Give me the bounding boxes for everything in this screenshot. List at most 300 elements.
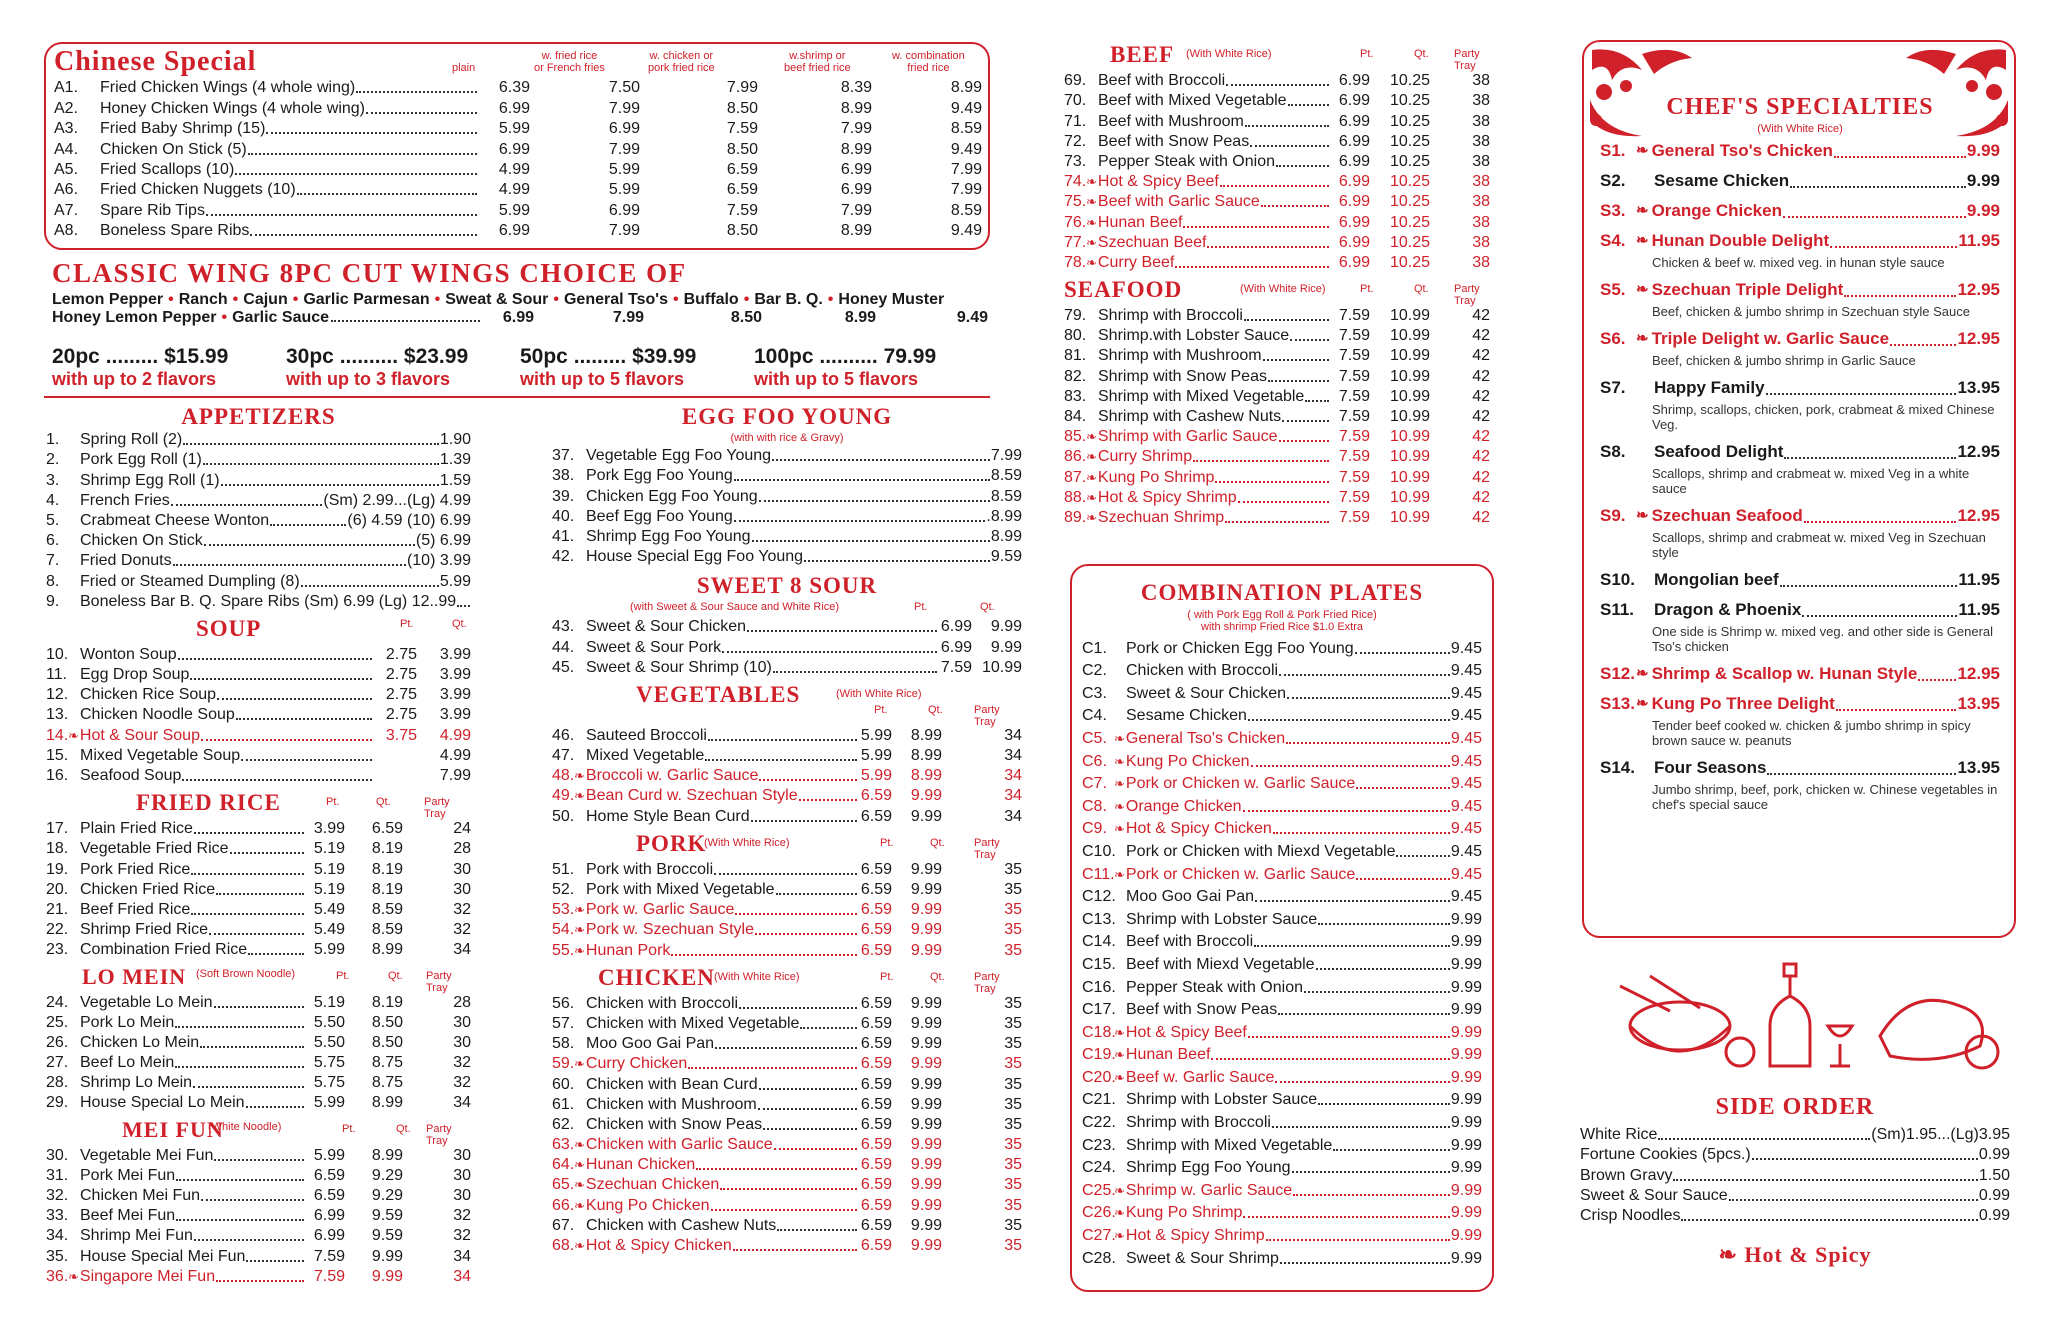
- item-price: 5.19: [313, 860, 345, 878]
- menu-item[interactable]: [552, 766, 1022, 786]
- menu-item[interactable]: [1082, 839, 1482, 862]
- item-price: 7.59: [313, 1267, 345, 1285]
- menu-item[interactable]: [1082, 998, 1482, 1021]
- item-number: 48.: [552, 767, 575, 785]
- menu-item[interactable]: [46, 1246, 471, 1266]
- menu-item[interactable]: [1580, 1145, 2010, 1165]
- item-price: 1.59: [439, 471, 471, 489]
- menu-item[interactable]: [46, 1206, 471, 1226]
- item-price: 5.99: [608, 160, 640, 178]
- item-price: 8.99: [910, 726, 942, 744]
- menu-item[interactable]: [46, 819, 471, 839]
- item-number: 47.: [552, 747, 575, 765]
- menu-item[interactable]: [552, 466, 1022, 486]
- menu-item[interactable]: [46, 685, 471, 705]
- pack-line: [286, 345, 520, 369]
- dot-leader: [714, 873, 857, 875]
- item-price: 6.59: [860, 921, 892, 939]
- menu-item[interactable]: [1082, 772, 1482, 795]
- item-price: 9.99: [910, 1176, 942, 1194]
- item-name: Shrimp Lo Mein: [80, 1074, 193, 1092]
- item-name: Chicken Noodle Soup: [80, 706, 235, 724]
- item-price: 9.99: [371, 1247, 403, 1265]
- menu-item[interactable]: [1082, 636, 1482, 659]
- item-price: 6.59: [860, 1176, 892, 1194]
- item-price: 35: [1004, 1075, 1022, 1093]
- menu-item[interactable]: [552, 507, 1022, 527]
- item-name: Beef with Mushroom: [1098, 112, 1244, 130]
- menu-item[interactable]: [46, 1267, 471, 1287]
- col-header: Party Tray: [1454, 48, 1480, 72]
- dot-leader: [1316, 968, 1450, 970]
- item-name: Beef Lo Mein: [80, 1054, 175, 1072]
- item-price: 8.59: [990, 467, 1022, 485]
- menu-item[interactable]: [46, 1073, 471, 1093]
- menu-item[interactable]: [1082, 749, 1482, 772]
- menu-item[interactable]: [1600, 440, 2000, 464]
- menu-item[interactable]: [1064, 346, 1490, 366]
- dot-leader: [248, 153, 477, 155]
- item-price: 6.59: [860, 901, 892, 919]
- item-number: A4.: [54, 140, 79, 158]
- menu-item[interactable]: [552, 1034, 1022, 1054]
- menu-item[interactable]: [54, 200, 982, 220]
- item-name: Boneless Bar B. Q. Spare Ribs (Sm) 6.99 (Lg) 12..99: [80, 592, 457, 610]
- menu-item[interactable]: [1600, 278, 2000, 302]
- wing-price: 8.50: [730, 309, 762, 326]
- dot-leader: [1790, 186, 1966, 188]
- item-price: 6.99: [1338, 72, 1370, 90]
- dot-leader: [773, 671, 937, 673]
- dot-leader: [1658, 1138, 1870, 1140]
- menu-item[interactable]: [552, 806, 1022, 826]
- menu-item[interactable]: [552, 1216, 1022, 1236]
- dot-leader: [178, 658, 372, 660]
- item-price: 7.59: [1338, 387, 1370, 405]
- flavor: Sweat & Sour: [445, 291, 549, 308]
- menu-item[interactable]: [1082, 1156, 1482, 1179]
- menu-item[interactable]: [1082, 659, 1482, 682]
- item-name: Pork or Chicken w. Garlic Sauce: [1125, 865, 1356, 883]
- menu-item[interactable]: [46, 1166, 471, 1186]
- item-price: 9.99: [1450, 1204, 1482, 1222]
- menu-item[interactable]: [1082, 1065, 1482, 1088]
- menu-item[interactable]: [1580, 1125, 2010, 1145]
- item-number: C18.: [1082, 1023, 1116, 1041]
- menu-item[interactable]: [1082, 726, 1482, 749]
- menu-item[interactable]: [1600, 327, 2000, 351]
- menu-item[interactable]: [552, 860, 1022, 880]
- menu-item[interactable]: [46, 859, 471, 879]
- menu-item[interactable]: [552, 1014, 1022, 1034]
- menu-item[interactable]: [1082, 1201, 1482, 1224]
- pepper-icon: ❧: [574, 1197, 585, 1213]
- menu-item[interactable]: [46, 1093, 471, 1113]
- menu-item[interactable]: [552, 994, 1022, 1014]
- menu-item[interactable]: [1082, 681, 1482, 704]
- dot-leader: [752, 540, 990, 542]
- item-price: 10.25: [1389, 233, 1430, 251]
- item-number: 57.: [552, 1014, 575, 1032]
- menu-item[interactable]: [1064, 447, 1490, 467]
- dot-leader: [1766, 393, 1957, 395]
- item-price: 4.99: [498, 181, 530, 199]
- menu-item[interactable]: [46, 450, 471, 470]
- item-price: 12.95: [1957, 280, 2000, 299]
- menu-item[interactable]: [552, 547, 1022, 567]
- item-number: S1.: [1600, 141, 1626, 160]
- menu-item[interactable]: [1064, 132, 1490, 152]
- menu-item[interactable]: [1580, 1165, 2010, 1185]
- item-number: S13.: [1600, 694, 1635, 713]
- item-name: Shrimp w. Garlic Sauce: [1125, 1181, 1293, 1199]
- menu-item[interactable]: [1064, 192, 1490, 212]
- menu-item[interactable]: [46, 1013, 471, 1033]
- menu-item[interactable]: [1082, 794, 1482, 817]
- menu-item[interactable]: [1082, 1246, 1482, 1269]
- menu-item[interactable]: [46, 1033, 471, 1053]
- section-header: [552, 831, 1022, 860]
- menu-item[interactable]: [552, 880, 1022, 900]
- menu-item[interactable]: [54, 160, 982, 180]
- col-header: w. combination fried rice: [892, 50, 965, 74]
- item-price: 32: [453, 1054, 471, 1072]
- item-price: 6.59: [726, 181, 758, 199]
- menu-item[interactable]: [552, 920, 1022, 940]
- menu-item[interactable]: [54, 119, 982, 139]
- col-header: Party Tray: [426, 1123, 452, 1148]
- menu-item[interactable]: [1082, 1178, 1482, 1201]
- menu-item[interactable]: [1600, 756, 2000, 780]
- menu-item[interactable]: [1082, 930, 1482, 953]
- menu-item[interactable]: [1064, 407, 1490, 427]
- menu-item[interactable]: [1600, 229, 2000, 253]
- pepper-icon: ❧: [1114, 821, 1125, 837]
- menu-item[interactable]: [1064, 212, 1490, 232]
- menu-item[interactable]: [46, 430, 471, 450]
- menu-item[interactable]: [552, 726, 1022, 746]
- col-header: Pt.: [400, 617, 414, 630]
- item-price: 38: [1472, 193, 1490, 211]
- menu-item[interactable]: [1600, 169, 2000, 193]
- menu-item[interactable]: [46, 531, 471, 551]
- menu-item[interactable]: [1600, 568, 2000, 592]
- menu-item[interactable]: [46, 491, 471, 511]
- menu-item[interactable]: [46, 1226, 471, 1246]
- item-number: 15.: [46, 746, 69, 764]
- dot-leader: [1318, 1103, 1450, 1105]
- menu-item[interactable]: [552, 446, 1022, 466]
- item-price: 7.59: [1338, 448, 1370, 466]
- dot-leader: [194, 832, 304, 834]
- pepper-icon: ❧: [68, 1268, 79, 1284]
- menu-item[interactable]: [46, 839, 471, 859]
- item-number: S10.: [1600, 570, 1635, 589]
- item-price: 38: [1472, 92, 1490, 110]
- menu-item[interactable]: [1064, 111, 1490, 131]
- col-header: Qt.: [928, 703, 943, 716]
- item-number: C4.: [1082, 707, 1107, 725]
- dot-leader: [758, 1108, 857, 1110]
- pepper-icon: ❧: [1086, 234, 1097, 250]
- flavor: Buffalo: [683, 291, 739, 308]
- menu-item[interactable]: [552, 1074, 1022, 1094]
- item-number: C26.: [1082, 1204, 1116, 1222]
- menu-item[interactable]: [552, 1095, 1022, 1115]
- item-price: 12.95: [1957, 329, 2000, 348]
- wing-pack[interactable]: [286, 345, 520, 390]
- menu-item[interactable]: [552, 637, 1022, 657]
- menu-item[interactable]: [1082, 817, 1482, 840]
- menu-item[interactable]: [46, 665, 471, 685]
- dot-leader: [739, 1007, 857, 1009]
- menu-item[interactable]: [1600, 376, 2000, 400]
- item-price: 38: [1472, 112, 1490, 130]
- item-price: 35: [1004, 901, 1022, 919]
- item-number: 66.: [552, 1196, 575, 1214]
- item-price: 42: [1472, 307, 1490, 325]
- menu-item[interactable]: [1082, 862, 1482, 885]
- item-name: Egg Drop Soup: [80, 666, 190, 684]
- menu-item[interactable]: [1082, 1088, 1482, 1111]
- dot-leader: [1243, 810, 1450, 812]
- menu-item[interactable]: [1064, 488, 1490, 508]
- menu-item[interactable]: [1600, 504, 2000, 528]
- item-name: Hot & Spicy Chicken: [585, 1237, 732, 1254]
- left-subcolumn: [46, 404, 471, 1287]
- item-name: Triple Delight w. Garlic Sauce: [1651, 329, 1890, 348]
- menu-item[interactable]: [46, 592, 471, 612]
- item-price: 10.25: [1389, 213, 1430, 231]
- item-number: C8.: [1082, 797, 1107, 815]
- wing-pack[interactable]: [520, 345, 754, 390]
- menu-item[interactable]: [54, 221, 982, 241]
- item-number: 34.: [46, 1227, 69, 1245]
- dot-leader: [1767, 773, 1956, 775]
- pepper-icon: ❧: [574, 1157, 585, 1173]
- menu-item[interactable]: [1064, 253, 1490, 273]
- dot-leader: [1836, 709, 1957, 711]
- item-price: 8.99: [990, 527, 1022, 545]
- menu-item[interactable]: [1600, 662, 2000, 686]
- item-name: Chicken with Snow Peas: [586, 1115, 763, 1133]
- item-number: 43.: [552, 618, 575, 636]
- item-name: Seafood Soup: [80, 767, 182, 784]
- item-price: 34: [1004, 807, 1022, 825]
- pepper-icon: ❧: [1086, 449, 1097, 465]
- menu-item[interactable]: [1082, 952, 1482, 975]
- item-number: 40.: [552, 507, 575, 525]
- menu-item[interactable]: [1082, 704, 1482, 727]
- menu-item[interactable]: [552, 940, 1022, 960]
- item-price: 6.99: [498, 140, 530, 158]
- menu-item[interactable]: [46, 766, 471, 786]
- dot-leader: [715, 1047, 857, 1049]
- menu-item[interactable]: [1082, 1223, 1482, 1246]
- wing-packs: [52, 345, 988, 390]
- wing-pack[interactable]: [52, 345, 286, 390]
- item-price: 10.25: [1389, 92, 1430, 110]
- menu-item[interactable]: [552, 900, 1022, 920]
- dot-leader: [1251, 765, 1450, 767]
- item-name: Honey Chicken Wings (4 whole wing): [100, 99, 365, 117]
- flavor: Garlic Parmesan: [303, 291, 430, 308]
- item-number: 77.: [1064, 233, 1087, 251]
- menu-item[interactable]: [552, 1175, 1022, 1195]
- dot-leader: [1226, 84, 1329, 86]
- menu-item[interactable]: [46, 511, 471, 531]
- menu-item[interactable]: [46, 551, 471, 571]
- menu-item[interactable]: [1580, 1206, 2010, 1226]
- item-name: Chicken On Stick: [80, 532, 203, 550]
- dot-leader: [246, 1106, 304, 1108]
- menu-item[interactable]: [1082, 885, 1482, 908]
- item-price: 9.45: [1450, 775, 1482, 793]
- menu-item[interactable]: [552, 1135, 1022, 1155]
- col-header: Pt.: [1360, 48, 1374, 60]
- menu-item[interactable]: [1082, 1110, 1482, 1133]
- menu-item[interactable]: [552, 1195, 1022, 1215]
- pepper-icon: ❧: [1114, 1024, 1125, 1040]
- menu-item[interactable]: [1064, 427, 1490, 447]
- menu-item[interactable]: [46, 746, 471, 766]
- item-number: 5.: [46, 511, 60, 529]
- item-number: S12.: [1600, 664, 1635, 683]
- menu-item[interactable]: [552, 658, 1022, 678]
- dot-leader: [193, 1086, 304, 1088]
- beef-section: [1064, 42, 1490, 273]
- menu-item[interactable]: [54, 78, 982, 98]
- menu-item[interactable]: [552, 617, 1022, 637]
- item-name: Beef with Miexd Vegetable: [1126, 955, 1315, 973]
- menu-item[interactable]: [46, 920, 471, 940]
- menu-item[interactable]: [552, 527, 1022, 547]
- menu-item[interactable]: [552, 486, 1022, 506]
- lo-mein-title: LO MEIN: [82, 964, 187, 990]
- menu-item[interactable]: [1600, 598, 2000, 622]
- menu-item[interactable]: [1082, 907, 1482, 930]
- item-name: Beef with Mixed Vegetable: [1098, 92, 1287, 110]
- item-price: 7.59: [940, 658, 972, 676]
- menu-item[interactable]: [46, 880, 471, 900]
- item-number: 65.: [552, 1176, 575, 1194]
- appetizers-list: [46, 430, 471, 612]
- col-header: Qt.: [388, 970, 403, 983]
- menu-item[interactable]: [46, 470, 471, 490]
- item-price: 9.99: [1966, 201, 2000, 220]
- dot-leader: [1273, 832, 1450, 834]
- dot-leader: [235, 173, 477, 175]
- item-name: House Special Lo Mein: [80, 1094, 245, 1112]
- item-price: 12.95: [1957, 442, 2000, 461]
- dot-leader: [1834, 156, 1966, 158]
- menu-item[interactable]: [46, 645, 471, 665]
- wing-pack[interactable]: [754, 345, 988, 390]
- menu-item[interactable]: [1082, 1043, 1482, 1066]
- menu-item[interactable]: [1082, 975, 1482, 998]
- pepper-icon: ❧: [1114, 730, 1125, 746]
- menu-item[interactable]: [552, 1115, 1022, 1135]
- item-name: Beef Fried Rice: [80, 900, 191, 918]
- menu-item[interactable]: [552, 786, 1022, 806]
- dot-leader: [751, 820, 857, 822]
- menu-item[interactable]: [1082, 1020, 1482, 1043]
- dot-leader: [804, 560, 990, 562]
- menu-item[interactable]: [1064, 71, 1490, 91]
- menu-item[interactable]: [46, 1186, 471, 1206]
- menu-item[interactable]: [1064, 172, 1490, 192]
- item-price: 8.99: [371, 1146, 403, 1164]
- dot-leader: [216, 1280, 304, 1282]
- menu-item[interactable]: [1082, 1133, 1482, 1156]
- menu-item[interactable]: [46, 940, 471, 960]
- menu-item[interactable]: [46, 1145, 471, 1165]
- item-price: 5.99: [860, 747, 892, 765]
- menu-item[interactable]: [54, 180, 982, 200]
- menu-item[interactable]: [1064, 508, 1490, 528]
- menu-item[interactable]: [1580, 1186, 2010, 1206]
- menu-item[interactable]: [54, 139, 982, 159]
- item-number: 33.: [46, 1207, 69, 1225]
- dot-leader: [175, 1026, 304, 1028]
- menu-item[interactable]: [1600, 199, 2000, 223]
- menu-item[interactable]: [54, 98, 982, 118]
- menu-item[interactable]: [1600, 139, 2000, 163]
- item-price: 2.75: [385, 706, 417, 724]
- dot-leader: [201, 739, 372, 741]
- wing-price-row: [52, 309, 988, 327]
- menu-item[interactable]: [552, 746, 1022, 766]
- item-price: 2.75: [385, 666, 417, 684]
- menu-item[interactable]: [1064, 366, 1490, 386]
- menu-item[interactable]: [1064, 326, 1490, 346]
- item-price: 9.99: [1450, 1001, 1482, 1019]
- menu-item[interactable]: [46, 705, 471, 725]
- item-description: Beef, chicken & jumbo shrimp in Szechuan style Sauce: [1652, 304, 1970, 319]
- menu-item[interactable]: [1064, 387, 1490, 407]
- item-name: Dragon & Phoenix: [1654, 600, 1802, 619]
- menu-item[interactable]: [552, 1155, 1022, 1175]
- menu-item[interactable]: [1600, 692, 2000, 716]
- menu-item[interactable]: [1064, 91, 1490, 111]
- item-price: 10.25: [1389, 193, 1430, 211]
- item-price: 5.99: [439, 572, 471, 590]
- menu-item[interactable]: [46, 571, 471, 591]
- menu-item[interactable]: [552, 1054, 1022, 1074]
- menu-item[interactable]: [46, 1053, 471, 1073]
- item-number: S14.: [1600, 758, 1635, 777]
- pepper-icon: ❧: [1086, 174, 1097, 190]
- item-price: 30: [453, 1013, 471, 1031]
- col-header: Pt.: [874, 703, 888, 716]
- item-price: 9.99: [910, 787, 942, 805]
- menu-item[interactable]: [1064, 233, 1490, 253]
- menu-item[interactable]: [46, 900, 471, 920]
- item-name: Moo Goo Gai Pan: [1126, 888, 1255, 906]
- menu-item[interactable]: [1064, 467, 1490, 487]
- menu-item[interactable]: [1064, 306, 1490, 326]
- menu-item[interactable]: [46, 992, 471, 1012]
- item-name: Chicken Mei Fun: [80, 1187, 201, 1204]
- item-price: 8.99: [840, 99, 872, 117]
- item-price: 10.25: [1389, 72, 1430, 90]
- item-name: Shrimp with Lobster Sauce: [1126, 1091, 1318, 1109]
- menu-item[interactable]: [1064, 152, 1490, 172]
- item-price: 9.99: [1450, 1136, 1482, 1154]
- col-header: Pt.: [1360, 282, 1374, 295]
- menu-item[interactable]: [46, 725, 471, 745]
- menu-item[interactable]: [552, 1236, 1022, 1256]
